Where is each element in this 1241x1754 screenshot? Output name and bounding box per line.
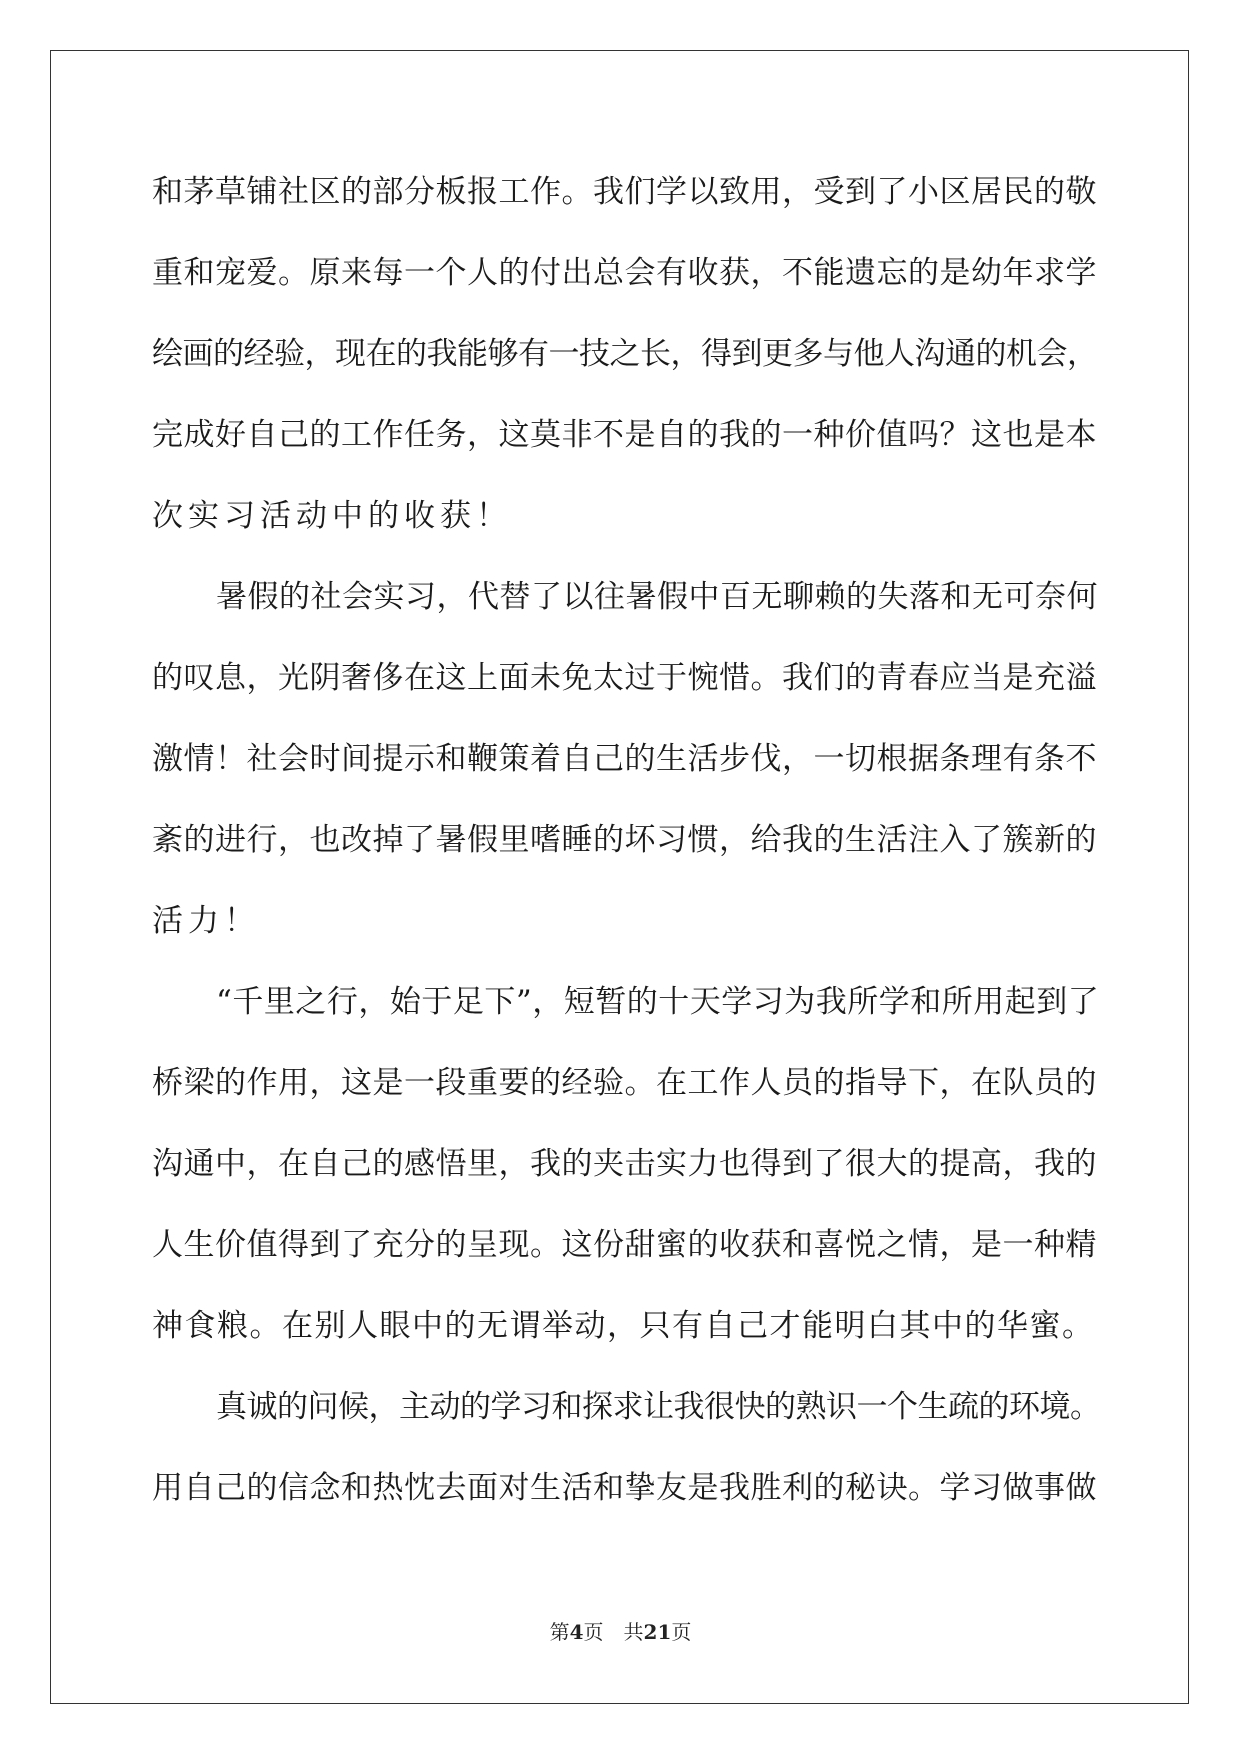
text-line: 紊的进行，也改掉了暑假里嗜睡的坏习惯，给我的生活注入了簇新的 [152,822,1097,858]
page-suffix: 页 [671,1620,692,1644]
text-line: 人生价值得到了充分的呈现。这份甜蜜的收获和喜悦之情，是一种精 [152,1227,1097,1263]
document-body [152,162,1102,1539]
total-page-number: 21 [643,1620,672,1644]
text-line: 桥梁的作用，这是一段重要的经验。在工作人员的指导下，在队员的 [152,1065,1097,1101]
paragraph-start-line: “千里之行，始于足下”，短暂的十天学习为我所学和所用起到了 [216,984,1100,1020]
text-line: 次实习活动中的收获！ [152,498,512,534]
current-page-number: 4 [569,1620,584,1644]
text-line: 绘画的经验，现在的我能够有一技之长，得到更多与他人沟通的机会， [152,336,1098,372]
text-line: 用自己的信念和热忱去面对生活和挚友是我胜利的秘诀。学习做事做 [152,1470,1097,1506]
page-prefix: 第 [549,1620,570,1644]
text-line: 活力！ [152,903,260,939]
paragraph-start-line: 真诚的问候，主动的学习和探求让我很快的熟识一个生疏的环境。 [216,1389,1101,1425]
paragraph-start-line: 暑假的社会实习，代替了以往暑假中百无聊赖的失落和无可奈何 [216,579,1098,615]
page-number-footer [0,1618,1241,1646]
text-line: 沟通中，在自己的感悟里，我的夹击实力也得到了很大的提高，我的 [152,1146,1097,1182]
text-line: 重和宠爱。原来每一个人的付出总会有收获，不能遗忘的是幼年求学 [152,255,1097,291]
text-line: 的叹息，光阴奢侈在这上面未免太过于惋惜。我们的青春应当是充溢 [152,660,1097,696]
text-line: 神食粮。在别人眼中的无谓举动，只有自己才能明白其中的华蜜。 [152,1308,1095,1344]
page-middle-text: 页 共 [583,1620,644,1644]
text-line: 激情！社会时间提示和鞭策着自己的生活步伐，一切根据条理有条不 [152,741,1097,777]
text-line: 和茅草铺社区的部分板报工作。我们学以致用，受到了小区居民的敬 [152,174,1097,210]
text-line: 完成好自己的工作任务，这莫非不是自的我的一种价值吗？这也是本 [152,417,1097,453]
